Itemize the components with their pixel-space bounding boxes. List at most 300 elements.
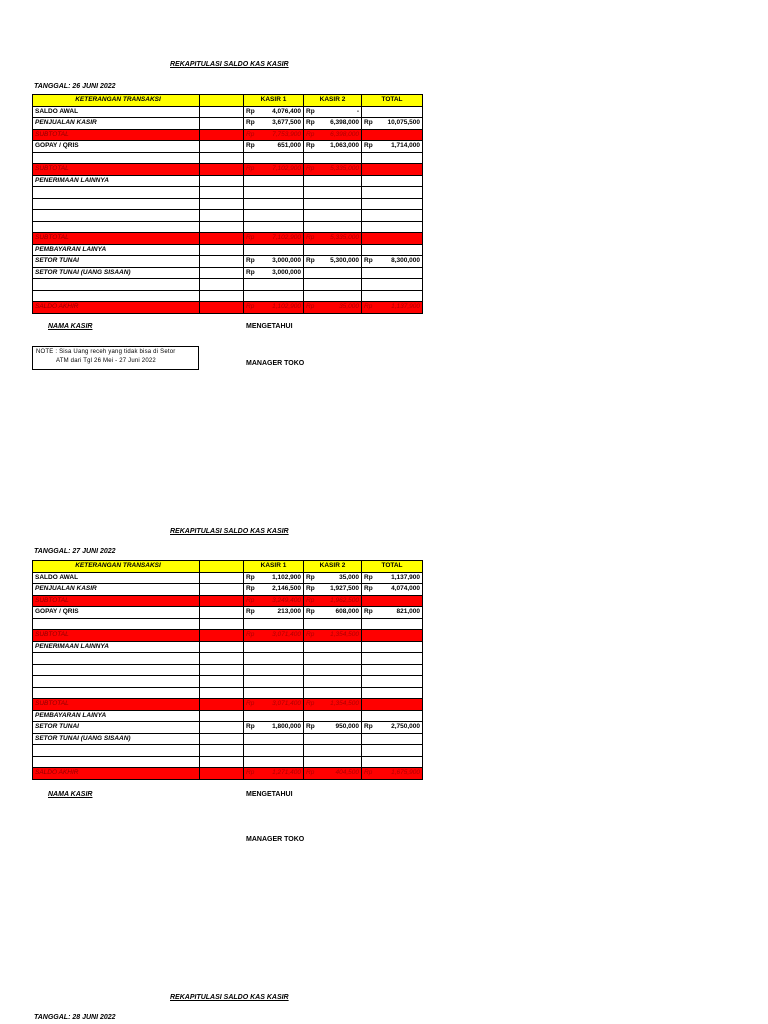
amount-value: 950,000 bbox=[335, 723, 359, 731]
currency-label: Rp bbox=[306, 303, 315, 311]
amount-value: 35,000 bbox=[339, 573, 359, 581]
amount bbox=[306, 722, 359, 732]
currency-label: Rp bbox=[306, 573, 315, 581]
amount bbox=[306, 699, 359, 709]
report-date: TANGGAL: 27 JUNI 2022 bbox=[34, 548, 116, 555]
total-cell bbox=[362, 141, 423, 153]
kasir-1-cell bbox=[244, 129, 304, 141]
amount-value: 1,927,500 bbox=[330, 585, 359, 593]
col-header-description: KETERANGAN TRANSAKSI bbox=[33, 561, 200, 573]
kasir-2-cell bbox=[304, 768, 362, 780]
kasir-2-cell bbox=[304, 106, 362, 118]
currency-label: Rp bbox=[246, 107, 255, 115]
table-row bbox=[33, 233, 423, 245]
kasir-2-cell bbox=[304, 244, 362, 256]
kasir-1-cell bbox=[244, 595, 304, 607]
table-row bbox=[33, 756, 423, 768]
amount bbox=[246, 164, 301, 174]
kasir-2-cell bbox=[304, 267, 362, 279]
total-cell bbox=[362, 164, 423, 176]
amount-value: 10,075,500 bbox=[387, 119, 420, 127]
col-header-kasir-1: KASIR 1 bbox=[244, 95, 304, 107]
kasir-2-cell bbox=[304, 233, 362, 245]
blank-cell bbox=[200, 676, 244, 688]
amount-value: 3,249,400 bbox=[272, 596, 301, 604]
amount-value: 821,000 bbox=[396, 608, 420, 616]
amount bbox=[306, 233, 359, 243]
blank-cell bbox=[200, 244, 244, 256]
total-cell bbox=[362, 118, 423, 130]
kasir-1-cell bbox=[244, 584, 304, 596]
total-cell bbox=[362, 233, 423, 245]
currency-label: Rp bbox=[306, 596, 315, 604]
amount-value: 1,962,500 bbox=[330, 596, 359, 604]
kasir-1-cell bbox=[244, 279, 304, 291]
kasir-1-cell bbox=[244, 244, 304, 256]
total-cell bbox=[362, 290, 423, 302]
amount-value: 6,398,000 bbox=[330, 130, 359, 138]
blank-cell bbox=[200, 641, 244, 653]
table-row bbox=[33, 175, 423, 187]
table-row bbox=[33, 164, 423, 176]
amount bbox=[246, 130, 301, 140]
blank-cell bbox=[200, 710, 244, 722]
kasir-2-cell bbox=[304, 152, 362, 164]
table-row bbox=[33, 129, 423, 141]
currency-label: Rp bbox=[364, 257, 373, 265]
blank-cell bbox=[200, 745, 244, 757]
col-header-kasir-1: KASIR 1 bbox=[244, 561, 304, 573]
kasir-2-cell bbox=[304, 595, 362, 607]
amount-value: 1,137,900 bbox=[391, 303, 420, 311]
col-header-description: KETERANGAN TRANSAKSI bbox=[33, 95, 200, 107]
kasir-2-cell bbox=[304, 187, 362, 199]
row-description: SUBTOTAL bbox=[33, 129, 200, 141]
row-description bbox=[33, 152, 200, 164]
table-row bbox=[33, 279, 423, 291]
table-row bbox=[33, 221, 423, 233]
cashier-name-label: NAMA KASIR bbox=[48, 323, 93, 330]
total-cell bbox=[362, 595, 423, 607]
row-description: PEMBAYARAN LAINYA bbox=[33, 710, 200, 722]
row-description bbox=[33, 221, 200, 233]
blank-cell bbox=[200, 572, 244, 584]
note-line: ATM dari Tgl 26 Mei - 27 Juni 2022 bbox=[56, 357, 156, 364]
table-row bbox=[33, 302, 423, 314]
blank-cell bbox=[200, 106, 244, 118]
amount-value: 2,750,000 bbox=[391, 723, 420, 731]
table-row bbox=[33, 630, 423, 642]
table-row bbox=[33, 595, 423, 607]
row-description bbox=[33, 664, 200, 676]
blank-cell bbox=[200, 595, 244, 607]
currency-label: Rp bbox=[306, 608, 315, 616]
amount-value: 213,000 bbox=[277, 608, 301, 616]
amount bbox=[364, 256, 420, 266]
currency-label: Rp bbox=[246, 769, 255, 777]
total-cell bbox=[362, 106, 423, 118]
row-description bbox=[33, 279, 200, 291]
amount bbox=[364, 141, 420, 151]
blank-cell bbox=[200, 290, 244, 302]
currency-label: Rp bbox=[364, 573, 373, 581]
kasir-1-cell bbox=[244, 745, 304, 757]
table-row bbox=[33, 653, 423, 665]
table-row bbox=[33, 710, 423, 722]
total-cell bbox=[362, 745, 423, 757]
kasir-1-cell bbox=[244, 618, 304, 630]
total-cell bbox=[362, 256, 423, 268]
currency-label: Rp bbox=[306, 769, 315, 777]
kasir-1-cell bbox=[244, 302, 304, 314]
row-description: SUBTOTAL bbox=[33, 164, 200, 176]
table-row bbox=[33, 267, 423, 279]
amount-value: 7,102,900 bbox=[272, 234, 301, 242]
kasir-2-cell bbox=[304, 221, 362, 233]
kasir-2-cell bbox=[304, 198, 362, 210]
amount bbox=[306, 584, 359, 594]
amount-value: 7,753,900 bbox=[272, 130, 301, 138]
currency-label: Rp bbox=[246, 234, 255, 242]
kasir-1-cell bbox=[244, 106, 304, 118]
amount-value: - bbox=[356, 107, 359, 115]
kasir-1-cell bbox=[244, 164, 304, 176]
amount bbox=[246, 573, 301, 583]
currency-label: Rp bbox=[246, 700, 255, 708]
total-cell bbox=[362, 175, 423, 187]
store-manager-label: MANAGER TOKO bbox=[246, 360, 305, 367]
total-cell bbox=[362, 699, 423, 711]
amount bbox=[246, 233, 301, 243]
total-cell bbox=[362, 279, 423, 291]
row-description: PENJUALAN KASIR bbox=[33, 584, 200, 596]
amount bbox=[364, 302, 420, 312]
table-row bbox=[33, 664, 423, 676]
amount-value: 1,354,500 bbox=[330, 631, 359, 639]
col-header-total: TOTAL bbox=[362, 95, 423, 107]
amount bbox=[306, 130, 359, 140]
kasir-2-cell bbox=[304, 756, 362, 768]
blank-cell bbox=[200, 118, 244, 130]
kasir-2-cell bbox=[304, 572, 362, 584]
row-description: SUBTOTAL bbox=[33, 595, 200, 607]
total-cell bbox=[362, 653, 423, 665]
kasir-1-cell bbox=[244, 756, 304, 768]
currency-label: Rp bbox=[246, 165, 255, 173]
amount bbox=[306, 630, 359, 640]
amount bbox=[306, 256, 359, 266]
currency-label: Rp bbox=[246, 631, 255, 639]
amount bbox=[364, 584, 420, 594]
kasir-2-cell bbox=[304, 290, 362, 302]
kasir-2-cell bbox=[304, 641, 362, 653]
note-line: NOTE : Sisa Uang receh yang tidak bisa di Setor bbox=[36, 349, 176, 355]
total-cell bbox=[362, 302, 423, 314]
currency-label: Rp bbox=[246, 596, 255, 604]
currency-label: Rp bbox=[306, 107, 315, 115]
kasir-1-cell bbox=[244, 233, 304, 245]
currency-label: Rp bbox=[364, 723, 373, 731]
currency-label: Rp bbox=[306, 585, 315, 593]
blank-cell bbox=[200, 187, 244, 199]
kasir-2-cell bbox=[304, 745, 362, 757]
currency-label: Rp bbox=[364, 608, 373, 616]
amount bbox=[364, 573, 420, 583]
row-description: SUBTOTAL bbox=[33, 699, 200, 711]
kasir-1-cell bbox=[244, 641, 304, 653]
row-description bbox=[33, 290, 200, 302]
kasir-2-cell bbox=[304, 175, 362, 187]
kasir-2-cell bbox=[304, 664, 362, 676]
row-description bbox=[33, 198, 200, 210]
amount-value: 3,071,400 bbox=[272, 631, 301, 639]
blank-cell bbox=[200, 221, 244, 233]
kasir-1-cell bbox=[244, 607, 304, 619]
col-header-kasir-2: KASIR 2 bbox=[304, 561, 362, 573]
amount bbox=[246, 141, 301, 151]
currency-label: Rp bbox=[306, 130, 315, 138]
total-cell bbox=[362, 641, 423, 653]
row-description bbox=[33, 210, 200, 222]
amount-value: 608,000 bbox=[335, 608, 359, 616]
report-title: REKAPITULASI SALDO KAS KASIR bbox=[170, 61, 289, 68]
report-date: TANGGAL: 28 JUNI 2022 bbox=[34, 1014, 116, 1021]
amount bbox=[306, 164, 359, 174]
amount bbox=[306, 768, 359, 778]
kasir-1-cell bbox=[244, 722, 304, 734]
table-row bbox=[33, 152, 423, 164]
kasir-1-cell bbox=[244, 187, 304, 199]
blank-cell bbox=[200, 664, 244, 676]
total-cell bbox=[362, 152, 423, 164]
table-row bbox=[33, 198, 423, 210]
kasir-2-cell bbox=[304, 722, 362, 734]
amount bbox=[246, 256, 301, 266]
blank-cell bbox=[200, 768, 244, 780]
row-description: SALDO AKHIR bbox=[33, 768, 200, 780]
currency-label: Rp bbox=[246, 142, 255, 150]
amount bbox=[364, 607, 420, 617]
total-cell bbox=[362, 618, 423, 630]
currency-label: Rp bbox=[306, 257, 315, 265]
blank-cell bbox=[200, 164, 244, 176]
kasir-2-cell bbox=[304, 302, 362, 314]
table-row bbox=[33, 244, 423, 256]
table-row bbox=[33, 733, 423, 745]
kasir-2-cell bbox=[304, 618, 362, 630]
amount-value: 651,000 bbox=[277, 142, 301, 150]
kasir-2-cell bbox=[304, 256, 362, 268]
amount-value: 1,102,900 bbox=[272, 573, 301, 581]
table-row bbox=[33, 745, 423, 757]
kasir-1-cell bbox=[244, 630, 304, 642]
amount-value: 6,398,000 bbox=[330, 119, 359, 127]
blank-cell bbox=[200, 653, 244, 665]
amount-value: 1,800,000 bbox=[272, 723, 301, 731]
row-description: PENERIMAAN LAINNYA bbox=[33, 641, 200, 653]
currency-label: Rp bbox=[306, 165, 315, 173]
row-description: SETOR TUNAI (UANG SISAAN) bbox=[33, 267, 200, 279]
table-row bbox=[33, 118, 423, 130]
kasir-1-cell bbox=[244, 152, 304, 164]
col-header-total: TOTAL bbox=[362, 561, 423, 573]
amount-value: 7,102,900 bbox=[272, 165, 301, 173]
amount bbox=[306, 107, 359, 117]
currency-label: Rp bbox=[246, 303, 255, 311]
kasir-1-cell bbox=[244, 710, 304, 722]
row-description: SETOR TUNAI (UANG SISAAN) bbox=[33, 733, 200, 745]
kasir-2-cell bbox=[304, 733, 362, 745]
amount-value: 35,000 bbox=[339, 303, 359, 311]
row-description: GOPAY / QRIS bbox=[33, 607, 200, 619]
total-cell bbox=[362, 198, 423, 210]
amount bbox=[246, 596, 301, 606]
currency-label: Rp bbox=[306, 142, 315, 150]
currency-label: Rp bbox=[306, 234, 315, 242]
kasir-1-cell bbox=[244, 687, 304, 699]
amount bbox=[246, 722, 301, 732]
kasir-1-cell bbox=[244, 256, 304, 268]
total-cell bbox=[362, 664, 423, 676]
amount-value: 5,300,000 bbox=[330, 257, 359, 265]
total-cell bbox=[362, 722, 423, 734]
amount bbox=[306, 607, 359, 617]
kasir-1-cell bbox=[244, 267, 304, 279]
row-description bbox=[33, 618, 200, 630]
currency-label: Rp bbox=[306, 631, 315, 639]
total-cell bbox=[362, 676, 423, 688]
blank-cell bbox=[200, 198, 244, 210]
row-description: PEMBAYARAN LAINYA bbox=[33, 244, 200, 256]
total-cell bbox=[362, 210, 423, 222]
amount bbox=[246, 699, 301, 709]
table-row bbox=[33, 676, 423, 688]
currency-label: Rp bbox=[306, 723, 315, 731]
table-row bbox=[33, 106, 423, 118]
amount-value: 1,271,400 bbox=[272, 769, 301, 777]
amount bbox=[246, 268, 301, 278]
blank-cell bbox=[200, 129, 244, 141]
row-description bbox=[33, 653, 200, 665]
currency-label: Rp bbox=[306, 700, 315, 708]
currency-label: Rp bbox=[364, 142, 373, 150]
amount bbox=[246, 302, 301, 312]
currency-label: Rp bbox=[246, 723, 255, 731]
amount bbox=[306, 141, 359, 151]
row-description: SALDO AWAL bbox=[33, 572, 200, 584]
total-cell bbox=[362, 572, 423, 584]
amount-value: 3,071,400 bbox=[272, 700, 301, 708]
amount bbox=[246, 118, 301, 128]
total-cell bbox=[362, 630, 423, 642]
kasir-2-cell bbox=[304, 653, 362, 665]
total-cell bbox=[362, 710, 423, 722]
currency-label: Rp bbox=[246, 573, 255, 581]
table-row bbox=[33, 584, 423, 596]
kasir-1-cell bbox=[244, 572, 304, 584]
total-cell bbox=[362, 244, 423, 256]
col-header-kasir-2: KASIR 2 bbox=[304, 95, 362, 107]
amount-value: 8,300,000 bbox=[391, 257, 420, 265]
row-description: SUBTOTAL bbox=[33, 233, 200, 245]
amount-value: 1,102,900 bbox=[272, 303, 301, 311]
amount bbox=[246, 768, 301, 778]
currency-label: Rp bbox=[306, 119, 315, 127]
kasir-1-cell bbox=[244, 699, 304, 711]
kasir-1-cell bbox=[244, 118, 304, 130]
amount-value: 3,677,500 bbox=[272, 119, 301, 127]
amount bbox=[306, 573, 359, 583]
row-description: SETOR TUNAI bbox=[33, 256, 200, 268]
amount-value: 1,675,900 bbox=[391, 769, 420, 777]
total-cell bbox=[362, 756, 423, 768]
blank-cell bbox=[200, 279, 244, 291]
total-cell bbox=[362, 733, 423, 745]
blank-cell bbox=[200, 733, 244, 745]
total-cell bbox=[362, 584, 423, 596]
row-description: PENERIMAAN LAINNYA bbox=[33, 175, 200, 187]
amount-value: 3,000,000 bbox=[272, 257, 301, 265]
amount bbox=[306, 596, 359, 606]
table-row bbox=[33, 290, 423, 302]
amount-value: 2,146,500 bbox=[272, 585, 301, 593]
amount-value: 3,000,000 bbox=[272, 268, 301, 276]
currency-label: Rp bbox=[246, 585, 255, 593]
row-description bbox=[33, 745, 200, 757]
blank-cell bbox=[200, 687, 244, 699]
row-description: SALDO AWAL bbox=[33, 106, 200, 118]
kasir-2-cell bbox=[304, 630, 362, 642]
row-description: SALDO AKHIR bbox=[33, 302, 200, 314]
amount-value: 5,335,000 bbox=[330, 234, 359, 242]
currency-label: Rp bbox=[364, 119, 373, 127]
total-cell bbox=[362, 768, 423, 780]
total-cell bbox=[362, 267, 423, 279]
amount bbox=[246, 584, 301, 594]
kasir-2-cell bbox=[304, 687, 362, 699]
table-row bbox=[33, 699, 423, 711]
total-cell bbox=[362, 129, 423, 141]
total-cell bbox=[362, 607, 423, 619]
table-row bbox=[33, 572, 423, 584]
blank-cell bbox=[200, 722, 244, 734]
total-cell bbox=[362, 187, 423, 199]
currency-label: Rp bbox=[364, 585, 373, 593]
amount bbox=[306, 118, 359, 128]
currency-label: Rp bbox=[246, 257, 255, 265]
acknowledged-label: MENGETAHUI bbox=[246, 323, 293, 330]
blank-cell bbox=[200, 630, 244, 642]
row-description: SETOR TUNAI bbox=[33, 722, 200, 734]
blank-cell bbox=[200, 584, 244, 596]
kasir-2-cell bbox=[304, 676, 362, 688]
kasir-1-cell bbox=[244, 175, 304, 187]
kasir-2-cell bbox=[304, 129, 362, 141]
table-row bbox=[33, 210, 423, 222]
kasir-2-cell bbox=[304, 584, 362, 596]
total-cell bbox=[362, 221, 423, 233]
blank-cell bbox=[200, 756, 244, 768]
table-row bbox=[33, 687, 423, 699]
table-row bbox=[33, 187, 423, 199]
amount-value: 1,137,900 bbox=[391, 573, 420, 581]
blank-cell bbox=[200, 699, 244, 711]
table-header-row bbox=[33, 561, 423, 573]
table-row bbox=[33, 768, 423, 780]
kasir-1-cell bbox=[244, 198, 304, 210]
kasir-1-cell bbox=[244, 733, 304, 745]
blank-cell bbox=[200, 618, 244, 630]
